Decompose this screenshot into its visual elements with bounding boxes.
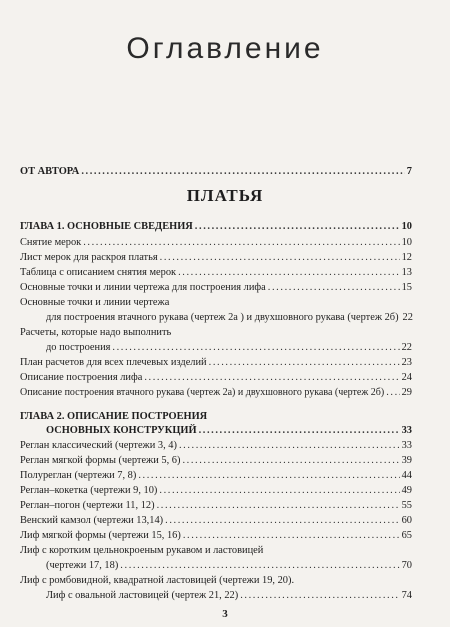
dot-leader (81, 165, 404, 178)
toc-entry: Лист мерок для раскроя платья . . . 12 (20, 251, 412, 264)
dot-leader (240, 589, 399, 602)
dot-leader (195, 220, 400, 233)
toc-entry-page: 7 (406, 166, 412, 177)
toc-entry-text: ОТ АВТОРА (20, 166, 80, 177)
dot-leader (157, 499, 400, 512)
toc-entry-line: Лиф с ромбовидной, квадратной ластовицей (чертежи 19, 20). (20, 575, 295, 586)
toc-entry: Полуреглан (чертежи 7, 8) . . . 44 (20, 469, 412, 482)
section-title: ПЛАТЬЯ (186, 186, 264, 205)
toc-entry: для построения втачного рукава (чертеж 2а ) и двухшовного рукава (чертеж 2б) 22 (46, 312, 413, 323)
toc-entry: (чертежи 17, 18) . . . 70 (46, 559, 412, 572)
toc-entry: Таблица с описанием снятия мерок . . . 13 (20, 266, 412, 279)
toc-entry: Основные точки и линии чертежа для построения лифа . . . 15 (20, 281, 412, 294)
dot-leader (268, 281, 400, 294)
dot-leader (209, 356, 400, 369)
toc-entry: Лиф мягкой формы (чертежи 15, 16) . . . 65 (20, 529, 412, 542)
toc-entry-line: Основные точки и линии чертежа (20, 297, 170, 308)
toc-entry-line: Расчеты, которые надо выполнить (20, 327, 172, 338)
page-number: 3 (222, 608, 228, 620)
toc-entry: Реглан мягкой формы (чертежи 5, 6) . . . 39 (20, 454, 412, 467)
dot-leader (159, 484, 399, 497)
dot-leader (144, 371, 399, 384)
toc-entry-author (20, 165, 412, 178)
dot-leader (386, 386, 399, 399)
toc-entry-line: Лиф с коротким цельнокроеным рукавом и ластовицей (20, 545, 264, 556)
dot-leader (199, 424, 400, 437)
toc-entry: План расчетов для всех плечевых изделий . . . 23 (20, 356, 412, 369)
toc-entry: Описание построения втачного рукава (чертеж 2а) и двухшовного рукава (чертеж 2б) . . . 29 (20, 386, 412, 399)
dot-leader (179, 439, 400, 452)
dot-leader (83, 236, 399, 249)
dot-leader (182, 454, 399, 467)
toc-entry: Реглан классический (чертежи 3, 4) . . . 33 (20, 439, 412, 452)
dot-leader (183, 529, 400, 542)
dot-leader (120, 559, 399, 572)
toc-entry: до построения . . . 22 (46, 341, 412, 354)
toc-entry: Лиф с овальной ластовицей (чертеж 21, 22) . . . 74 (46, 589, 412, 602)
toc-entry: Венский камзол (чертежи 13,14) . . . 60 (20, 514, 412, 527)
chapter-heading: ГЛАВА 1. ОСНОВНЫЕ СВЕДЕНИЯ . . . 10 (20, 220, 412, 233)
page-title: Оглавление (126, 32, 324, 65)
dot-leader (138, 469, 399, 482)
dot-leader (178, 266, 400, 279)
chapter-heading: ОСНОВНЫХ КОНСТРУКЦИЙ . . . 33 (46, 424, 412, 437)
dot-leader (112, 341, 399, 354)
toc-entry: Реглан–погон (чертежи 11, 12) . . . 55 (20, 499, 412, 512)
dot-leader (160, 251, 400, 264)
toc-entry: Снятие мерок . . . 10 (20, 236, 412, 249)
toc-entry: Реглан–кокетка (чертежи 9, 10) . . . 49 (20, 484, 412, 497)
dot-leader (165, 514, 399, 527)
toc-entry: Описание построения лифа . . . 24 (20, 371, 412, 384)
chapter-heading-line: ГЛАВА 2. ОПИСАНИЕ ПОСТРОЕНИЯ (20, 411, 208, 422)
